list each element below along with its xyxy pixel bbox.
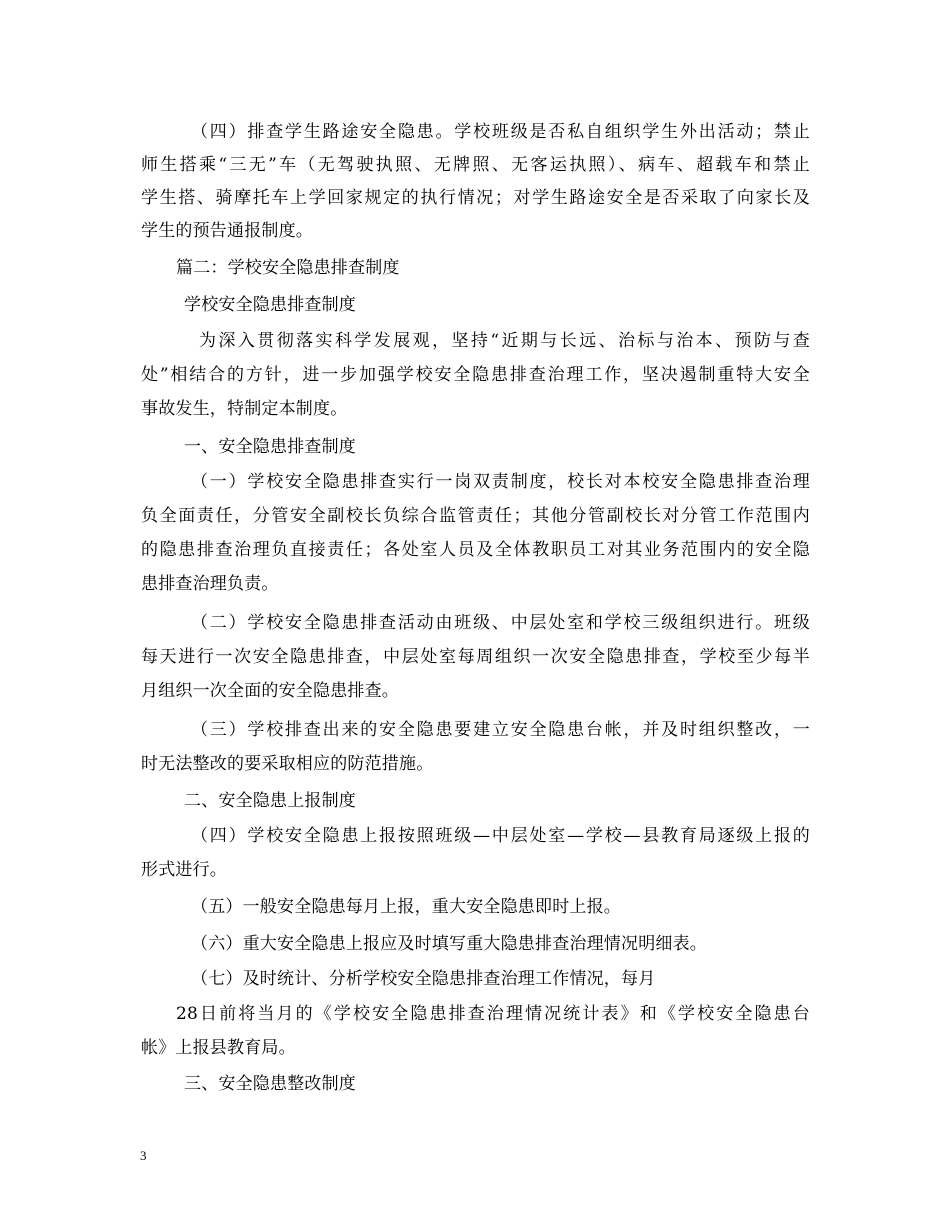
paragraph-line: （一）学校安全隐患排查实行一岗双责制度，校长对本校安全隐患排查治理 xyxy=(191,472,810,492)
document-title: 学校安全隐患排查制度 xyxy=(184,295,356,315)
paragraph-line: 负全面责任，分管安全副校长负综合监管责任；其他分管副校长对分管工作范围内 xyxy=(141,506,810,526)
paragraph-line: 处”相结合的方针，进一步加强学校安全隐患排查治理工作，坚决遏制重特大安全 xyxy=(141,365,810,385)
paragraph-line: 为深入贯彻落实科学发展观，坚持“近期与长远、治标与治本、预防与查 xyxy=(199,331,810,351)
paragraph-line: （二）学校安全隐患排查活动由班级、中层处室和学校三级组织进行。班级 xyxy=(191,613,810,633)
section-heading: 篇二：学校安全隐患排查制度 xyxy=(176,258,400,278)
paragraph-line: 患排查治理负责。 xyxy=(141,574,279,594)
paragraph-line: 的隐患排查治理负直接责任；各处室人员及全体教职员工对其业务范围内的安全隐 xyxy=(141,540,810,560)
paragraph-line: 事故发生，特制定本制度。 xyxy=(141,399,348,419)
paragraph-line: 时无法整改的要采取相应的防范措施。 xyxy=(141,754,434,774)
paragraph-line: 师生搭乘“三无”车（无驾驶执照、无牌照、无客运执照）、病车、超载车和禁止 xyxy=(141,155,810,175)
section-heading: 三、安全隐患整改制度 xyxy=(184,1074,356,1094)
paragraph-line: 帐》上报县教育局。 xyxy=(141,1038,296,1058)
paragraph-line: （四）排查学生路途安全隐患。学校班级是否私自组织学生外出活动；禁止 xyxy=(191,122,810,142)
paragraph-line: （三）学校排查出来的安全隐患要建立安全隐患台帐，并及时组织整改，一 xyxy=(191,720,810,740)
paragraph-line: （六）重大安全隐患上报应及时填写重大隐患排查治理情况明细表。 xyxy=(191,934,707,954)
paragraph-line: 月组织一次全面的安全隐患排查。 xyxy=(141,681,399,701)
section-heading: 一、安全隐患排查制度 xyxy=(184,437,356,457)
paragraph-line: （七）及时统计、分析学校安全隐患排查治理工作情况，每月 xyxy=(191,969,656,989)
paragraph-line: 每天进行一次安全隐患排查，中层处室每周组织一次安全隐患排查，学校至少每半 xyxy=(141,647,810,667)
paragraph-line: （五）一般安全隐患每月上报，重大安全隐患即时上报。 xyxy=(191,897,621,917)
page-number: 3 xyxy=(140,1148,147,1163)
paragraph-line: 学生搭、骑摩托车上学回家规定的执行情况；对学生路途安全是否采取了向家长及 xyxy=(141,188,810,208)
paragraph-line: （四）学校安全隐患上报按照班级—中层处室—学校—县教育局逐级上报的 xyxy=(191,826,810,846)
section-heading: 二、安全隐患上报制度 xyxy=(184,791,356,811)
paragraph-line: 形式进行。 xyxy=(141,860,227,880)
paragraph-line: 28日前将当月的《学校安全隐患排查治理情况统计表》和《学校安全隐患台 xyxy=(176,1004,810,1024)
paragraph-line: 学生的预告通报制度。 xyxy=(141,221,313,241)
